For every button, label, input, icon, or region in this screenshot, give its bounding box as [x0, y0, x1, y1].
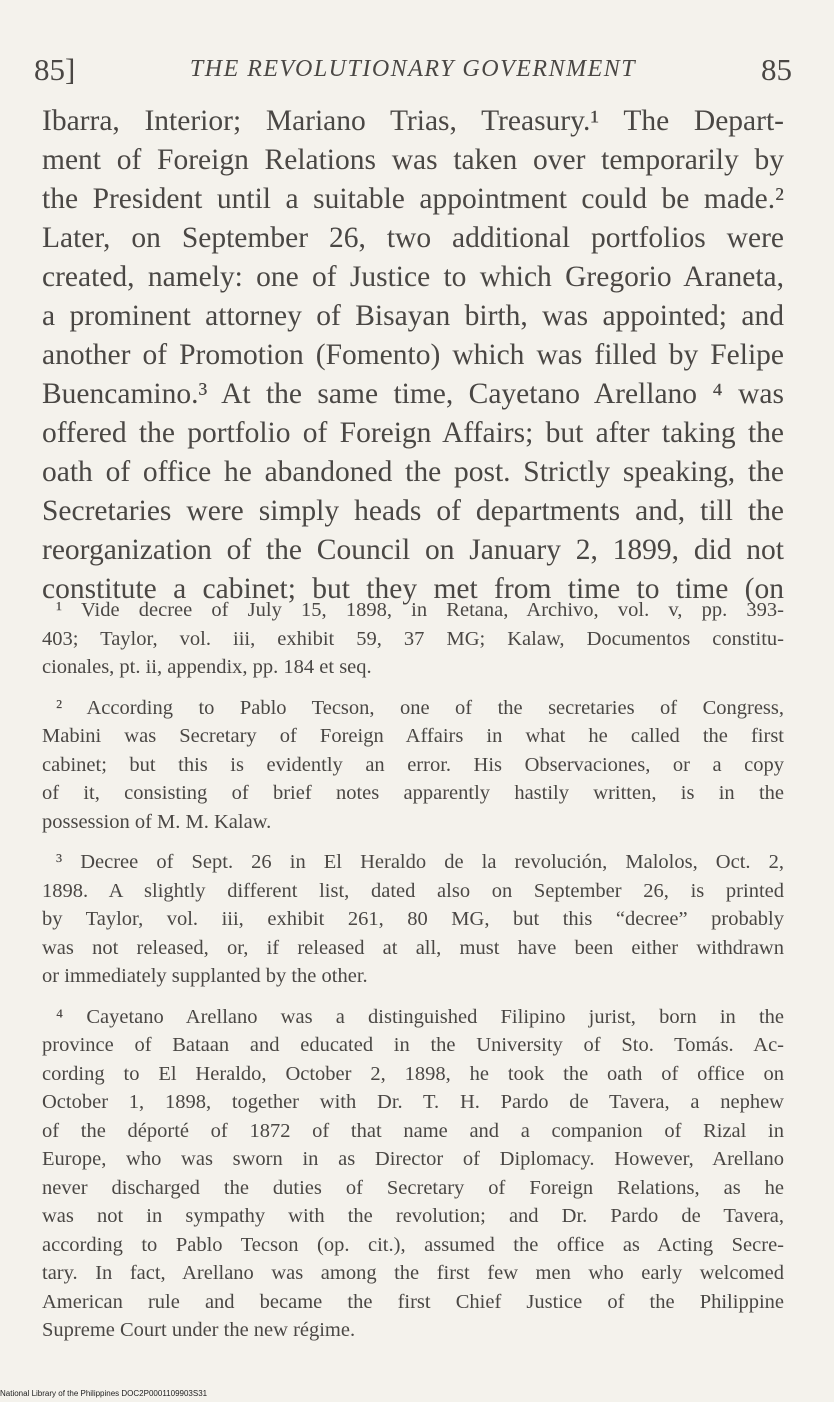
body-line: oath of office he abandoned the post. Strictly speaking, the	[42, 456, 784, 488]
footnote-line: cabinet; but this is evidently an error. His Observaciones, or a copy	[42, 753, 784, 776]
body-line: a prominent attorney of Bisayan birth, was appointed; and	[42, 300, 784, 332]
footnote-line: American rule and became the first Chief Justice of the Philippine	[42, 1290, 784, 1313]
footnote-line: 1898. A slightly different list, dated also on September 26, is printed	[42, 879, 784, 902]
body-line: another of Promotion (Fomento) which was filled by Felipe	[42, 339, 784, 371]
footnote-line: ⁴ Cayetano Arellano was a distinguished Filipino jurist, born in the	[56, 1005, 784, 1028]
footnote-line: province of Bataan and educated in the University of Sto. Tomás. Ac-	[42, 1034, 784, 1056]
footnotes	[42, 596, 784, 1357]
body-line: reorganization of the Council on January 2, 1899, did not	[42, 534, 784, 566]
body-line: Ibarra, Interior; Mariano Trias, Treasury.¹ The Depart-	[42, 105, 784, 137]
page-number-right: 85	[761, 52, 792, 87]
footnote-line: ³ Decree of Sept. 26 in El Heraldo de la revolución, Malolos, Oct. 2,	[56, 851, 784, 873]
body-paragraph	[42, 102, 784, 609]
running-title: THE REVOLUTIONARY GOVERNMENT	[189, 56, 637, 82]
footnote-line: ² According to Pablo Tecson, one of the secretaries of Congress,	[56, 696, 784, 719]
footnote-line: never discharged the duties of Secretary of Foreign Relations, as he	[42, 1176, 784, 1199]
footnote-line: of the déporté of 1872 of that name and a companion of Rizal in	[42, 1119, 784, 1142]
page-number-left: 85]	[34, 52, 76, 87]
footnote-line: was not in sympathy with the revolution; and Dr. Pardo de Tavera,	[42, 1205, 784, 1227]
body-line: Secretaries were simply heads of departments and, till the	[42, 495, 784, 527]
footnote-line: cionales, pt. ii, appendix, pp. 184 et seq.	[42, 656, 372, 678]
body-line: the President until a suitable appointment could be made.²	[42, 183, 784, 215]
footnote-2	[42, 694, 784, 837]
footnote-line: Mabini was Secretary of Foreign Affairs in what he called the first	[42, 725, 784, 747]
footnote-line: by Taylor, vol. iii, exhibit 261, 80 MG, but this “decree” probably	[42, 908, 784, 930]
footnote-1	[42, 596, 784, 682]
footnote-4	[42, 1003, 784, 1345]
footnote-line: tary. In fact, Arellano was among the first few men who early welcomed	[42, 1262, 784, 1284]
body-line: offered the portfolio of Foreign Affairs; but after taking the	[42, 417, 784, 449]
footnote-line: possession of M. M. Kalaw.	[42, 810, 272, 833]
footnote-line: cording to El Heraldo, October 2, 1898, he took the oath of office on	[42, 1062, 784, 1085]
scan-footer: National Library of the Philippines DOC2P0001109903S31	[0, 1389, 208, 1398]
body-line: ment of Foreign Relations was taken over temporarily by	[42, 144, 784, 176]
body-line: Buencamino.³ At the same time, Cayetano Arellano ⁴ was	[42, 378, 784, 410]
footnote-line: Supreme Court under the new régime.	[42, 1319, 356, 1341]
body-line: Later, on September 26, two additional portfolios were	[42, 222, 784, 254]
footnote-line: Europe, who was sworn in as Director of Diplomacy. However, Arellano	[42, 1148, 784, 1170]
footnote-line: or immediately supplanted by the other.	[42, 965, 368, 987]
body-line: constitute a cabinet; but they met from time to time (on	[42, 573, 784, 605]
footnote-3	[42, 848, 784, 991]
footnote-line: was not released, or, if released at all, must have been either withdrawn	[42, 936, 784, 959]
footnote-line: ¹ Vide decree of July 15, 1898, in Retana, Archivo, vol. v, pp. 393-	[56, 599, 784, 621]
page-header	[34, 52, 792, 98]
footnote-line: of it, consisting of brief notes apparently hastily written, is in the	[42, 782, 784, 804]
footnote-line: October 1, 1898, together with Dr. T. H. Pardo de Tavera, a nephew	[42, 1091, 784, 1113]
footnote-line: according to Pablo Tecson (op. cit.), assumed the office as Acting Secre-	[42, 1233, 784, 1256]
footnote-line: 403; Taylor, vol. iii, exhibit 59, 37 MG; Kalaw, Documentos constitu-	[42, 627, 784, 650]
body-line: created, namely: one of Justice to which Gregorio Araneta,	[42, 261, 784, 293]
